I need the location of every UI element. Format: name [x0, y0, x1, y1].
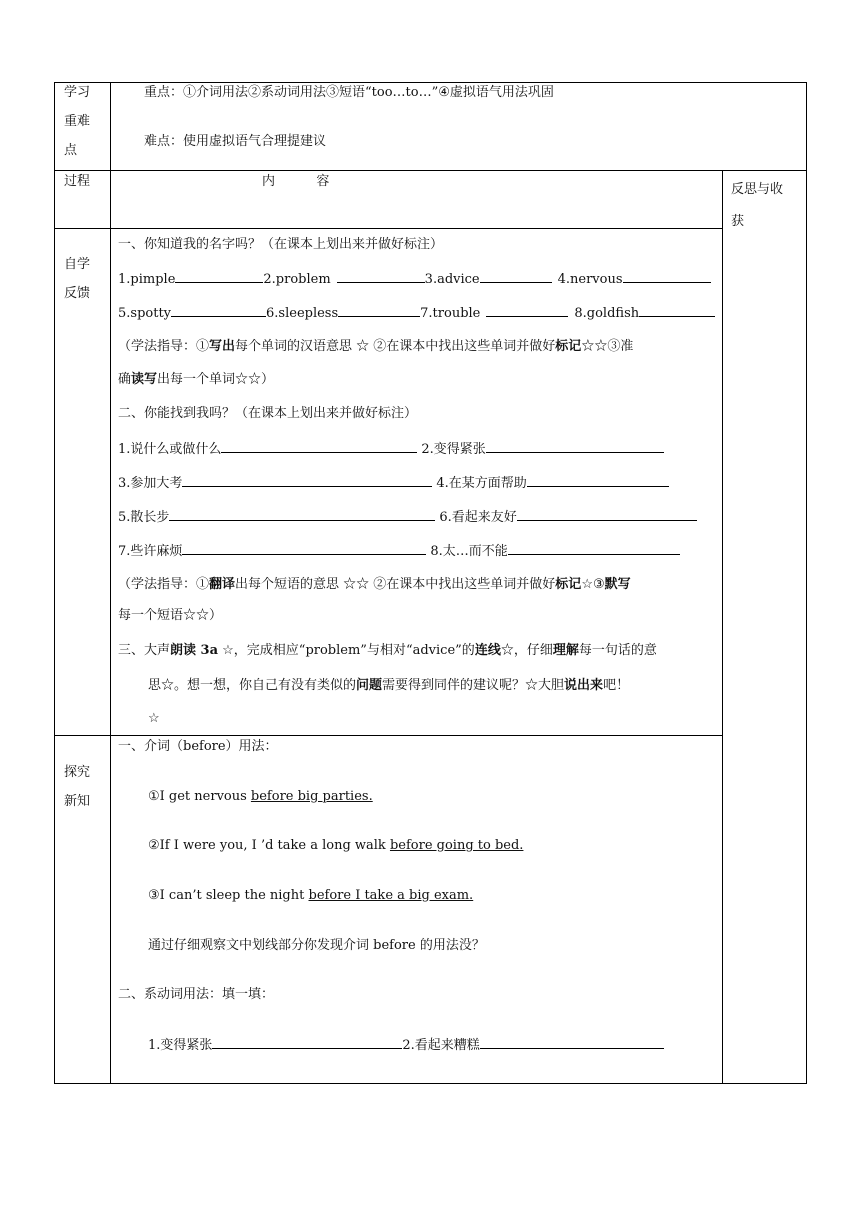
- word-spotty: 5.spotty: [118, 306, 172, 321]
- word-trouble: 7.trouble: [420, 306, 481, 321]
- word-nervous: 4.nervous: [557, 272, 623, 287]
- phrase-row-3: 5.散长步 6.看起来友好: [118, 508, 697, 527]
- answer-blank[interactable]: [169, 508, 435, 521]
- phrase-row-4: 7.些许麻烦 8.太…而不能: [118, 542, 680, 561]
- answer-blank[interactable]: [182, 542, 426, 555]
- answer-blank[interactable]: [486, 440, 664, 453]
- explore-part2-title: 二、系动词用法：填一填：: [118, 987, 275, 1002]
- study-guide-2-line1: （学法指导：①翻译出每个短语的意思 ☆☆ ②在课本中找出这些单词并做好标记☆③默写: [118, 577, 631, 592]
- answer-blank[interactable]: [212, 1036, 402, 1049]
- phrase-row-1: 1.说什么或做什么 2.变得紧张: [118, 440, 664, 459]
- col-divider-reflection: [722, 170, 723, 1084]
- row-divider-process: [54, 228, 722, 229]
- explore-label-line1: 探究: [64, 765, 91, 780]
- answer-blank[interactable]: [221, 440, 417, 453]
- explore-question: 通过仔细观察文中划线部分你发现介词 before 的用法没？: [148, 938, 485, 953]
- part3-line2: 思☆。想一想，你自己有没有类似的问题需要得到同伴的建议呢？☆大胆说出来吧！: [148, 678, 630, 693]
- self-study-label-line2: 反馈: [64, 286, 91, 301]
- study-guide-2-line2: 每一个短语☆☆）: [118, 608, 223, 623]
- difficult-points-text: 难点：使用虚拟语气合理提建议: [144, 134, 327, 149]
- row-divider-header: [54, 170, 807, 171]
- word-row-2: [118, 304, 715, 323]
- key-points-text: 重点：①介词用法②系动词用法③短语“too…to…”④虚拟语气用法巩固: [144, 85, 554, 100]
- part2-title: 二、你能找到我吗？（在课本上划出来并做好标注）: [118, 406, 418, 421]
- process-header: 过程: [64, 174, 91, 189]
- answer-blank[interactable]: [517, 508, 697, 521]
- answer-blank[interactable]: [338, 304, 420, 317]
- word-problem: 2.problem: [263, 272, 331, 287]
- answer-blank[interactable]: [623, 270, 711, 283]
- fill-row: 1.变得紧张 2.看起来糟糕: [148, 1036, 664, 1055]
- explore-part1-title: 一、介词（before）用法：: [118, 739, 278, 754]
- explore-label-line2: 新知: [64, 794, 91, 809]
- answer-blank[interactable]: [639, 304, 715, 317]
- answer-blank[interactable]: [486, 304, 568, 317]
- answer-blank[interactable]: [527, 474, 669, 487]
- part1-title: 一、你知道我的名字吗？（在课本上划出来并做好标注）: [118, 237, 444, 252]
- answer-blank[interactable]: [480, 270, 552, 283]
- example-sentence-2: ②If I were you, I ’d take a long walk before going to bed.: [148, 838, 524, 853]
- phrase-row-2: 3.参加大考 4.在某方面帮助: [118, 474, 669, 493]
- label-key-difficult-line1: 学习: [64, 85, 91, 100]
- answer-blank[interactable]: [480, 1036, 664, 1049]
- answer-blank[interactable]: [171, 304, 266, 317]
- word-sleepless: 6.sleepless: [266, 306, 339, 321]
- study-guide-1-line1: （学法指导：①写出每个单词的汉语意思 ☆ ②在课本中找出这些单词并做好标记☆☆③准: [118, 339, 634, 354]
- study-guide-1-line2: 确读写出每一个单词☆☆）: [118, 372, 275, 387]
- reflection-header-line1: 反思与收: [731, 182, 784, 197]
- col-divider-label: [110, 82, 111, 1084]
- label-key-difficult-line2: 重难: [64, 114, 91, 129]
- row-divider-explore: [54, 735, 722, 736]
- word-advice: 3.advice: [424, 272, 480, 287]
- self-study-label-line1: 自学: [64, 257, 91, 272]
- answer-blank[interactable]: [175, 270, 263, 283]
- part3-line3: ☆: [148, 711, 160, 726]
- answer-blank[interactable]: [182, 474, 432, 487]
- word-pimple: 1.pimple: [118, 272, 176, 287]
- answer-blank[interactable]: [337, 270, 425, 283]
- reflection-header-line2: 获: [731, 214, 745, 229]
- word-row-1: [118, 270, 711, 289]
- part3-line1: 三、大声朗读 3a ☆，完成相应“problem”与相对“advice”的连线☆，仔细理解每一句话的意: [118, 643, 657, 658]
- example-sentence-3: ③I can’t sleep the night before I take a big exam.: [148, 888, 474, 903]
- word-goldfish: 8.goldfish: [574, 306, 640, 321]
- example-sentence-1: ①I get nervous before big parties.: [148, 789, 373, 804]
- label-key-difficult-line3: 点: [64, 143, 78, 158]
- content-header: 内 容: [262, 174, 330, 189]
- answer-blank[interactable]: [508, 542, 680, 555]
